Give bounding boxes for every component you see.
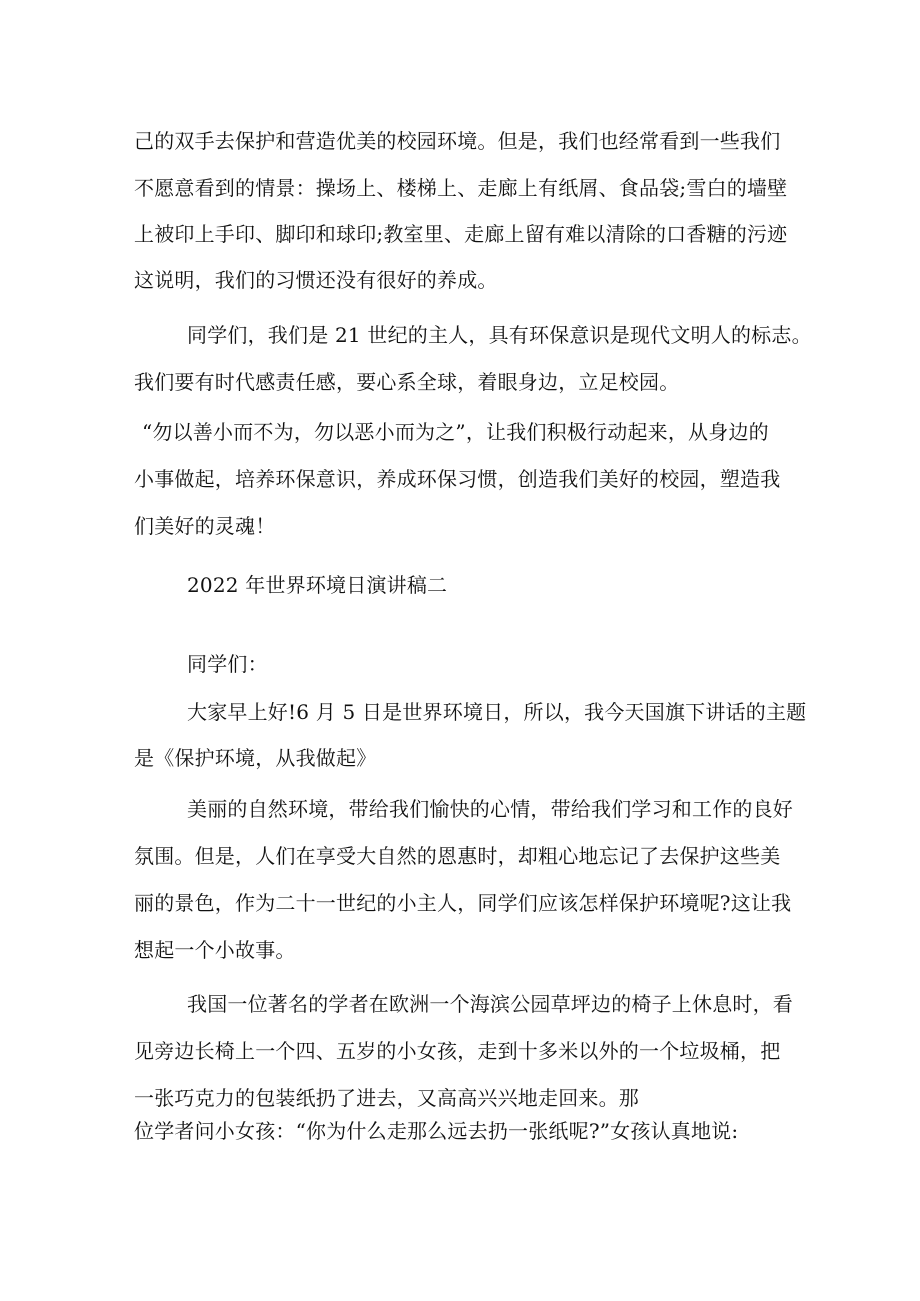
text-line: “勿以善小而不为，勿以恶小而为之”，让我们积极行动起来，从身边的 bbox=[142, 420, 769, 444]
text-line: 是《保护环境，从我做起》 bbox=[134, 746, 377, 770]
text-line: 己的双手去保护和营造优美的校园环境。但是，我们也经常看到一些我们 bbox=[134, 129, 781, 153]
text-line: 们美好的灵魂！ bbox=[134, 514, 276, 538]
text-line: 我国一位著名的学者在欧洲一个海滨公园草坪边的椅子上休息时，看 bbox=[187, 992, 793, 1016]
text-line: 位学者问小女孩：“你为什么走那么远去扔一张纸呢?”女孩认真地说: bbox=[134, 1119, 739, 1143]
text-line: 小事做起，培养环保意识，养成环保习惯，创造我们美好的校园，塑造我 bbox=[134, 467, 781, 491]
section-heading: 2022 年世界环境日演讲稿二 bbox=[187, 573, 448, 597]
text-line: 想起一个小故事。 bbox=[134, 938, 296, 962]
text-line: 不愿意看到的情景：操场上、楼梯上、走廊上有纸屑、食品袋;雪白的墙壁 bbox=[134, 176, 788, 200]
text-line: 同学们，我们是 21 世纪的主人，具有环保意识是现代文明人的标志。 bbox=[187, 323, 812, 347]
text-line: 见旁边长椅上一个四、五岁的小女孩，走到十多米以外的一个垃圾桶，把 bbox=[134, 1039, 781, 1063]
text-line: 氛围。但是，人们在享受大自然的恩惠时，却粗心地忘记了去保护这些美 bbox=[134, 844, 781, 868]
text-line: 上被印上手印、脚印和球印;教室里、走廊上留有难以清除的口香糖的污迹 bbox=[134, 222, 788, 246]
greeting-line: 同学们： bbox=[187, 652, 268, 676]
text-line: 美丽的自然环境，带给我们愉快的心情，带给我们学习和工作的良好 bbox=[187, 797, 793, 821]
text-line: 大家早上好!6 月 5 日是世界环境日，所以，我今天国旗下讲话的主题 bbox=[187, 700, 807, 724]
text-line: 一张巧克力的包装纸扔了进去，又高高兴兴地走回来。那 bbox=[134, 1086, 639, 1110]
text-line: 这说明，我们的习惯还没有很好的养成。 bbox=[134, 268, 498, 292]
text-line: 丽的景色，作为二十一世纪的小主人，同学们应该怎样保护环境呢?这让我 bbox=[134, 891, 792, 915]
text-line: 我们要有时代感责任感，要心系全球，着眼身边，立足校园。 bbox=[134, 370, 680, 394]
